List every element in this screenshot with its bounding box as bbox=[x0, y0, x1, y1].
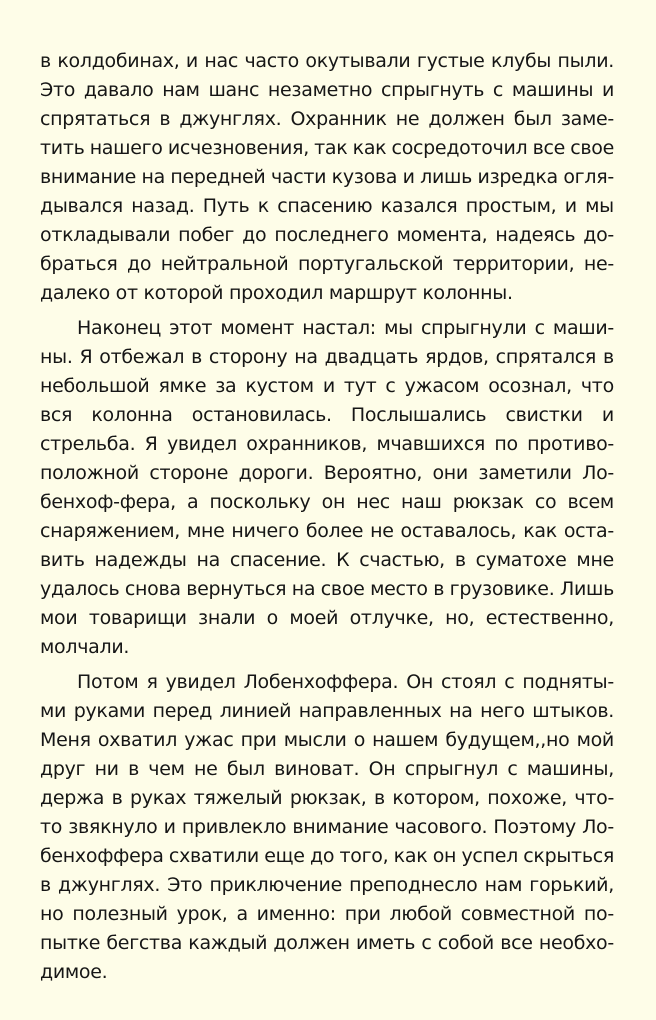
text-line: вся колонна остановилась. Послышались свистки и bbox=[40, 404, 614, 426]
text-line: спрятаться в джунглях. Охранник не должен был заме- bbox=[40, 108, 614, 130]
paragraph bbox=[40, 668, 614, 987]
text-column bbox=[40, 47, 614, 987]
text-line: ны. Я отбежал в сторону на двадцать ярдов, спрятался в bbox=[40, 346, 614, 368]
text-line: тить нашего исчезновения, так как сосредоточил все свое bbox=[40, 137, 614, 159]
text-line: откладывали побег до последнего момента, надеясь до- bbox=[40, 224, 614, 246]
text-line: ми руками перед линией направленных на него штыков. bbox=[40, 700, 614, 722]
text-line: внимание на передней части кузова и лишь изредка огля- bbox=[40, 166, 614, 188]
paragraph bbox=[40, 314, 614, 662]
text-line: бенхоффера схватили еще до того, как он успел скрыться bbox=[40, 845, 614, 867]
text-line: небольшой ямке за кустом и тут с ужасом осознал, что bbox=[40, 375, 614, 397]
text-line: в колдобинах, и нас часто окутывали густые клубы пыли. bbox=[40, 50, 614, 72]
text-line: Это давало нам шанс незаметно спрыгнуть с машины и bbox=[40, 79, 614, 101]
text-line: Меня охватил ужас при мысли о нашем будущем,,но мой bbox=[40, 729, 614, 751]
text-line: друг ни в чем не был виноват. Он спрыгнул с машины, bbox=[40, 758, 614, 780]
text-line: далеко от которой проходил маршрут колонны. bbox=[40, 282, 513, 304]
text-line: Потом я увидел Лобенхоффера. Он стоял с подняты- bbox=[77, 671, 614, 693]
text-line: дывался назад. Путь к спасению казался простым, и мы bbox=[40, 195, 614, 217]
text-line: стрельба. Я увидел охранников, мчавшихся по противо- bbox=[40, 433, 614, 455]
text-line: то звякнуло и привлекло внимание часового. Поэтому Ло- bbox=[40, 816, 614, 838]
text-line: в джунглях. Это приключение преподнесло нам горький, bbox=[40, 874, 614, 896]
text-line: димое. bbox=[40, 961, 108, 983]
text-line: удалось снова вернуться на свое место в грузовике. Лишь bbox=[40, 578, 614, 600]
text-line: вить надежды на спасение. К счастью, в суматохе мне bbox=[40, 549, 614, 571]
text-line: бенхоф-фера, а поскольку он нес наш рюкзак со всем bbox=[40, 491, 614, 513]
text-line: но полезный урок, а именно: при любой совместной по- bbox=[40, 903, 614, 925]
paragraph bbox=[40, 47, 614, 308]
text-line: положной стороне дороги. Вероятно, они заметили Ло- bbox=[40, 462, 614, 484]
text-line: мои товарищи знали о моей отлучке, но, естественно, bbox=[40, 607, 614, 629]
text-line: Наконец этот момент настал: мы спрыгнули с маши- bbox=[77, 317, 614, 339]
text-line: держа в руках тяжелый рюкзак, в котором, похоже, что- bbox=[40, 787, 614, 809]
text-line: браться до нейтральной португальской территории, не- bbox=[40, 253, 614, 275]
text-line: снаряжением, мне ничего более не оставалось, как оста- bbox=[40, 520, 614, 542]
text-line: молчали. bbox=[40, 636, 130, 658]
text-line: пытке бегства каждый должен иметь с собой все необхо- bbox=[40, 932, 614, 954]
